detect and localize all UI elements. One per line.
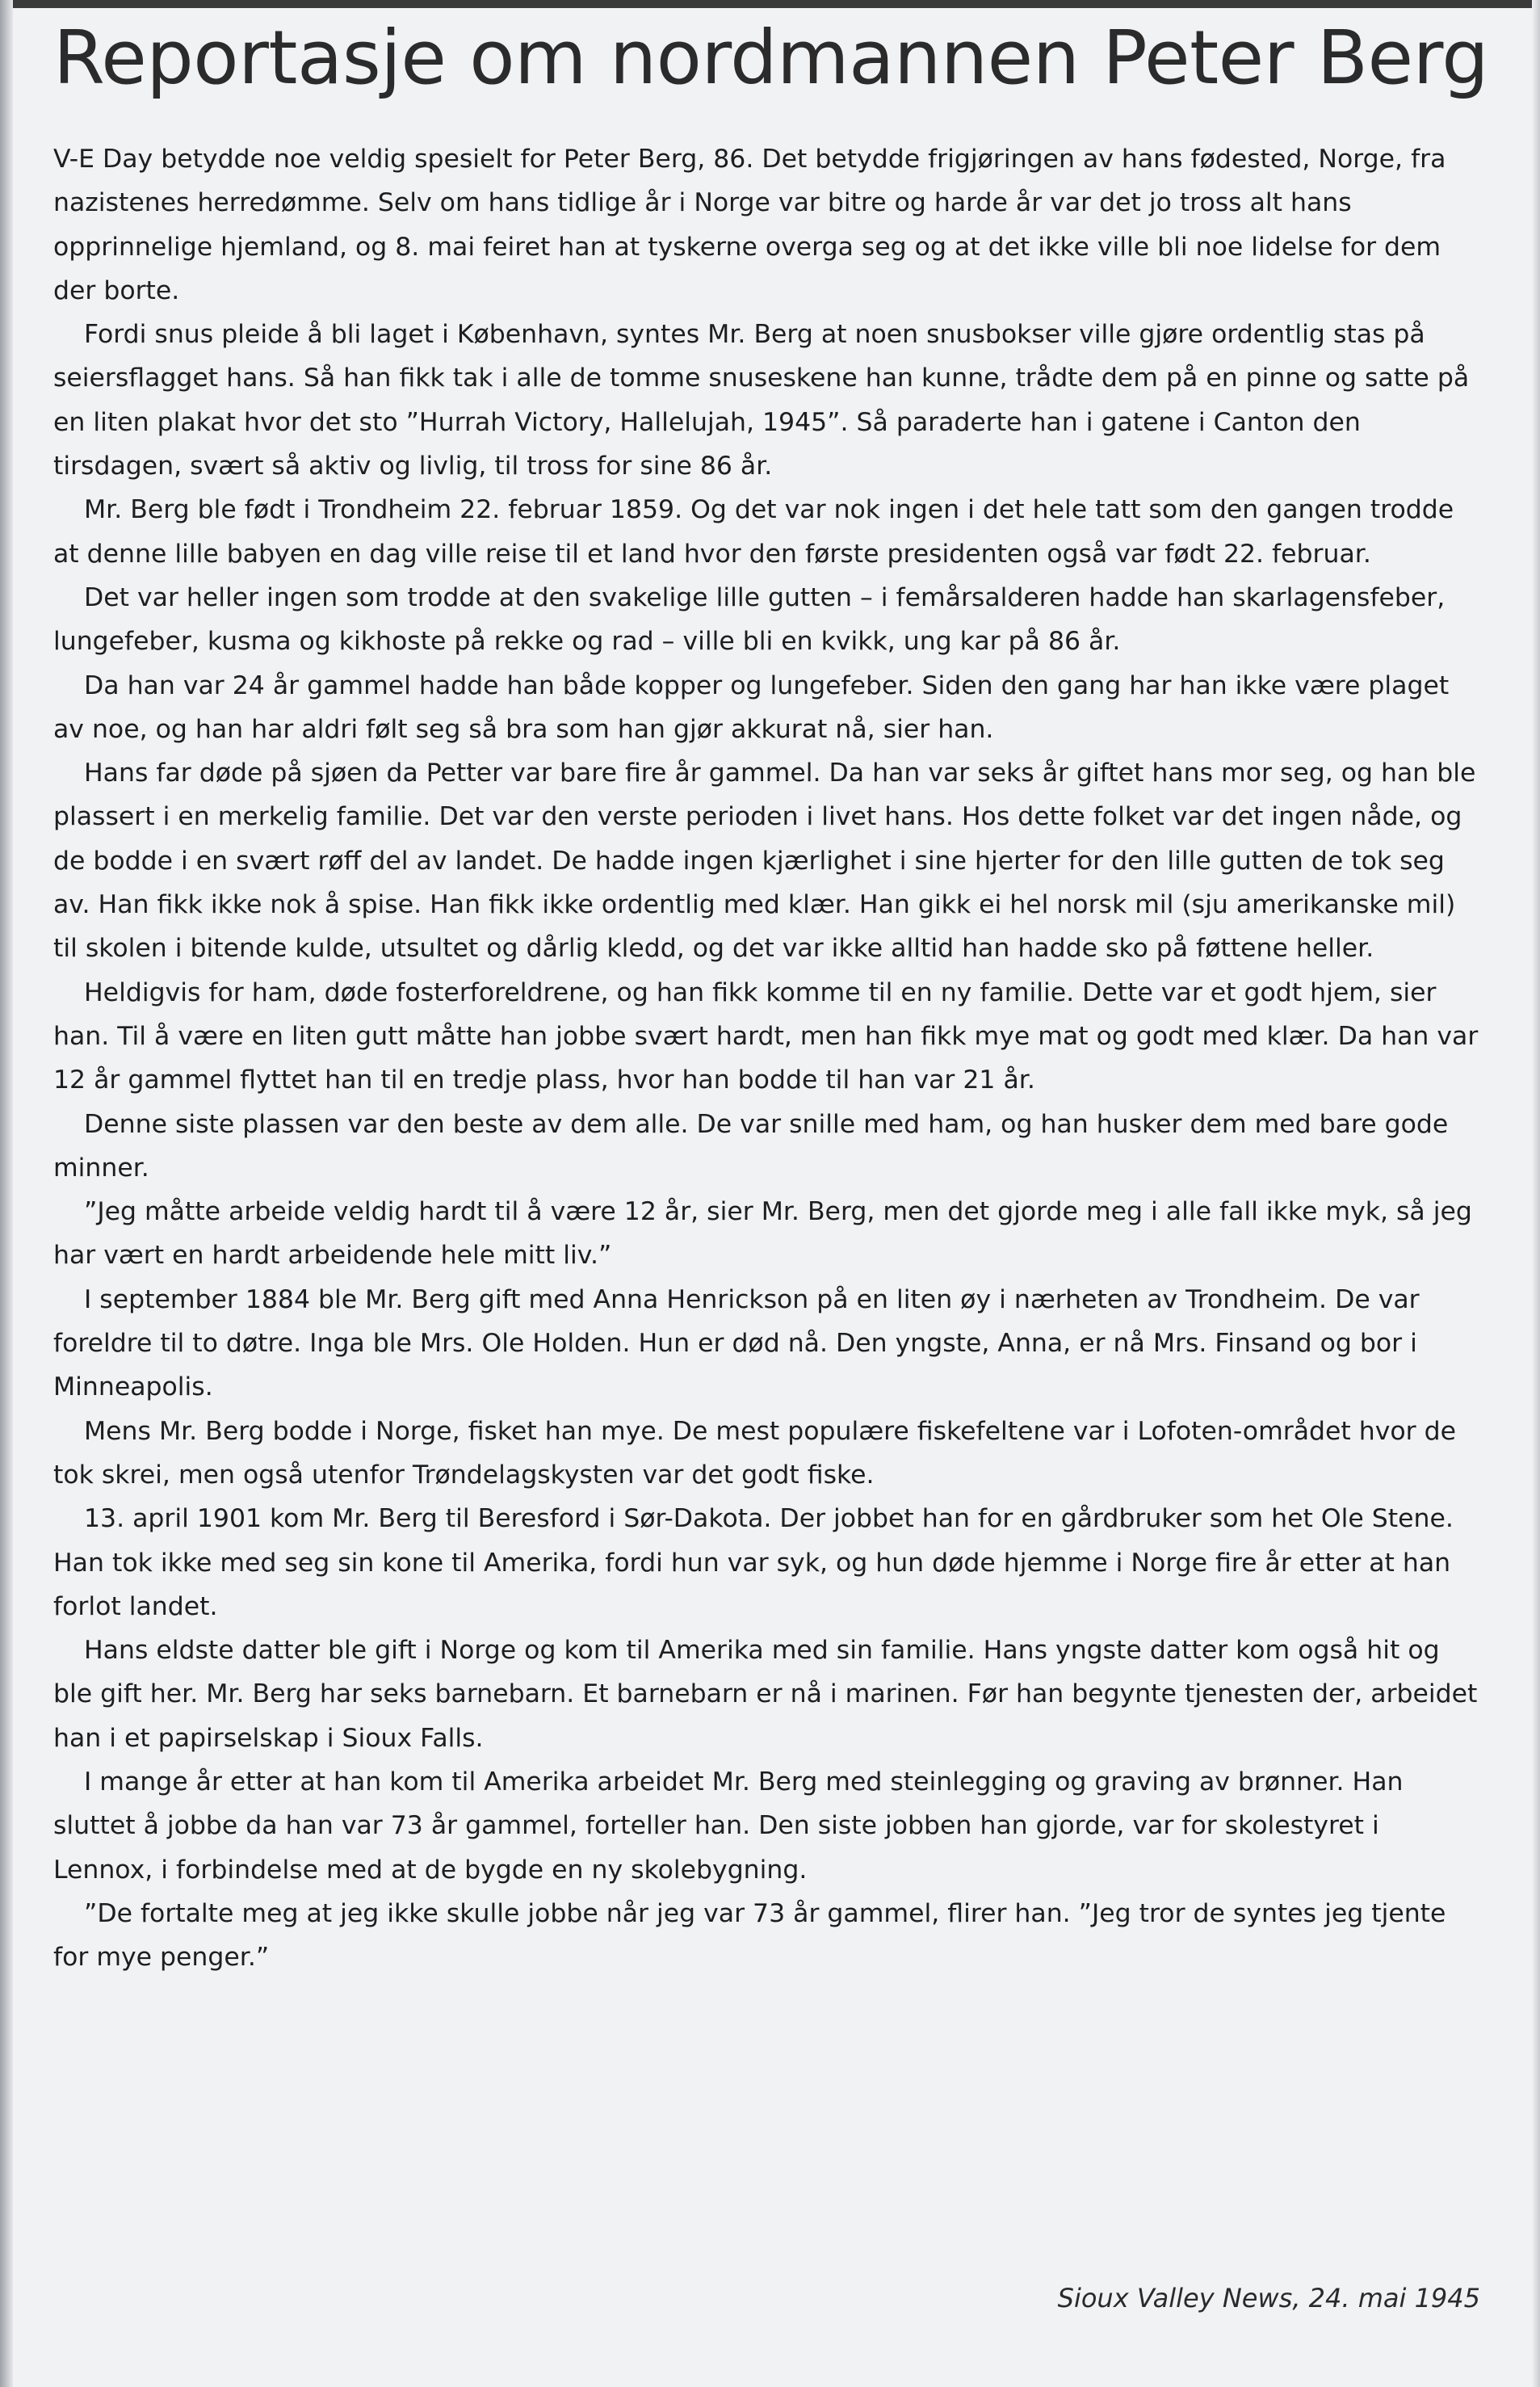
- article-paragraph-6: Hans far døde på sjøen da Petter var bare fire år gammel. Da han var seks år giftet hans mor seg, og han ble plassert i en merkelig familie. Det var den verste perioden i livet hans. Hos dette folket var det ingen nåde, og de bodde i en svært røff del av landet. De hadde ingen kjærlighet i sine hjerter for den lille gutten de tok seg av. Han fikk ikke nok å spise. Han fikk ikke ordentlig med klær. Han gikk ei hel norsk mil (sju amerikanske mil) til skolen i bitende kulde, utsultet og dårlig kledd, og det var ikke alltid han hadde sko på føttene heller.: [53, 759, 1476, 964]
- scan-right-edge: [1532, 0, 1540, 2387]
- article-paragraph-4: Det var heller ingen som trodde at den svakelige lille gutten – i femårsalderen hadde han skarlagensfeber, lungefeber, kusma og kikhoste på rekke og rad – ville bli en kvikk, ung kar på 86 år.: [53, 582, 1446, 657]
- scan-top-edge: [0, 0, 1540, 8]
- article-paragraph-9: ”Jeg måtte arbeide veldig hardt til å være 12 år, sier Mr. Berg, men det gjorde meg i alle fall ikke myk, så jeg har vært en hardt arbeidende hele mitt liv.”: [53, 1197, 1472, 1271]
- article-paragraph-15: ”De fortalte meg at jeg ikke skulle jobbe når jeg var 73 år gammel, flirer han. ”Jeg tror de syntes jeg tjente for mye penger.”: [53, 1898, 1446, 1973]
- article-paragraph-10: I september 1884 ble Mr. Berg gift med Anna Henrickson på en liten øy i nærheten av Trondheim. De var foreldre til to døtre. Inga ble Mrs. Ole Holden. Hun er død nå. Den yngste, Anna, er nå Mrs. Finsand og bor i Minneapolis.: [53, 1284, 1420, 1402]
- article-paragraph-2: Fordi snus pleide å bli laget i København, syntes Mr. Berg at noen snusbokser ville gjøre ordentlig stas på seiersflagget hans. Så han fikk tak i alle de tomme snuseskene han kunne, trådte dem på en pinne og satte på en liten plakat hvor det sto ”Hurrah Victory, Hallelujah, 1945”. Så paraderte han i gatene i Canton den tirsdagen, svært så aktiv og livlig, til tross for sine 86 år.: [53, 320, 1470, 481]
- scan-binding-shadow: [0, 0, 13, 2387]
- article-paragraph-7: Heldigvis for ham, døde fosterforeldrene, og han fikk komme til en ny familie. Dette var et godt hjem, sier han. Til å være en liten gutt måtte han jobbe svært hardt, men han fikk mye mat og godt med klær. Da han var 12 år gammel flyttet han til en tredje plass, hvor han bodde til han var 21 år.: [53, 977, 1479, 1095]
- article-paragraph-13: Hans eldste datter ble gift i Norge og kom til Amerika med sin familie. Hans yngste datter kom også hit og ble gift her. Mr. Berg har seks barnebarn. Et barnebarn er nå i marinen. Før han begynte tjenesten der, arbeidet han i et papirselskap i Sioux Falls.: [53, 1636, 1478, 1753]
- article-paragraph-5: Da han var 24 år gammel hadde han både kopper og lungefeber. Siden den gang har han ikke være plaget av noe, og han har aldri følt seg så bra som han gjør akkurat nå, sier han.: [53, 670, 1450, 744]
- article-paragraph-8: Denne siste plassen var den beste av dem alle. De var snille med ham, og han husker dem med bare gode minner.: [53, 1109, 1449, 1183]
- article-title: Reportasje om nordmannen Peter Berg: [53, 15, 1489, 101]
- article-paragraph-11: Mens Mr. Berg bodde i Norge, fisket han mye. De mest populære fiskefeltene var i Lofoten-området hvor de tok skrei, men også utenfor Trøndelagskysten var det godt fiske.: [53, 1416, 1456, 1490]
- article-source-citation: Sioux Valley News, 24. mai 1945: [1057, 2283, 1480, 2313]
- article-paragraph-3: Mr. Berg ble født i Trondheim 22. februar 1859. Og det var nok ingen i det hele tatt som den gangen trodde at denne lille babyen en dag ville reise til et land hvor den første presidenten også var født 22. februar.: [53, 495, 1454, 569]
- article-paragraph-14: I mange år etter at han kom til Amerika arbeidet Mr. Berg med steinlegging og graving av brønner. Han sluttet å jobbe da han var 73 år gammel, forteller han. Den siste jobben han gjorde, var for skolestyret i Lennox, i forbindelse med at de bygde en ny skolebygning.: [53, 1767, 1404, 1885]
- article-paragraph-1: V-E Day betydde noe veldig spesielt for Peter Berg, 86. Det betydde frigjøringen av hans fødested, Norge, fra nazistenes herredømme. Selv om hans tidlige år i Norge var bitre og harde år var det jo tross alt hans opprinnelige hjemland, og 8. mai feiret han at tyskerne overga seg og at det ikke ville bli noe lidelse for dem der borte.: [53, 145, 1446, 305]
- article-body: [53, 137, 1484, 1979]
- article-paragraph-12: 13. april 1901 kom Mr. Berg til Beresford i Sør-Dakota. Der jobbet han for en gårdbruker som het Ole Stene. Han tok ikke med seg sin kone til Amerika, fordi hun var syk, og hun døde hjemme i Norge fire år etter at han forlot landet.: [53, 1504, 1454, 1621]
